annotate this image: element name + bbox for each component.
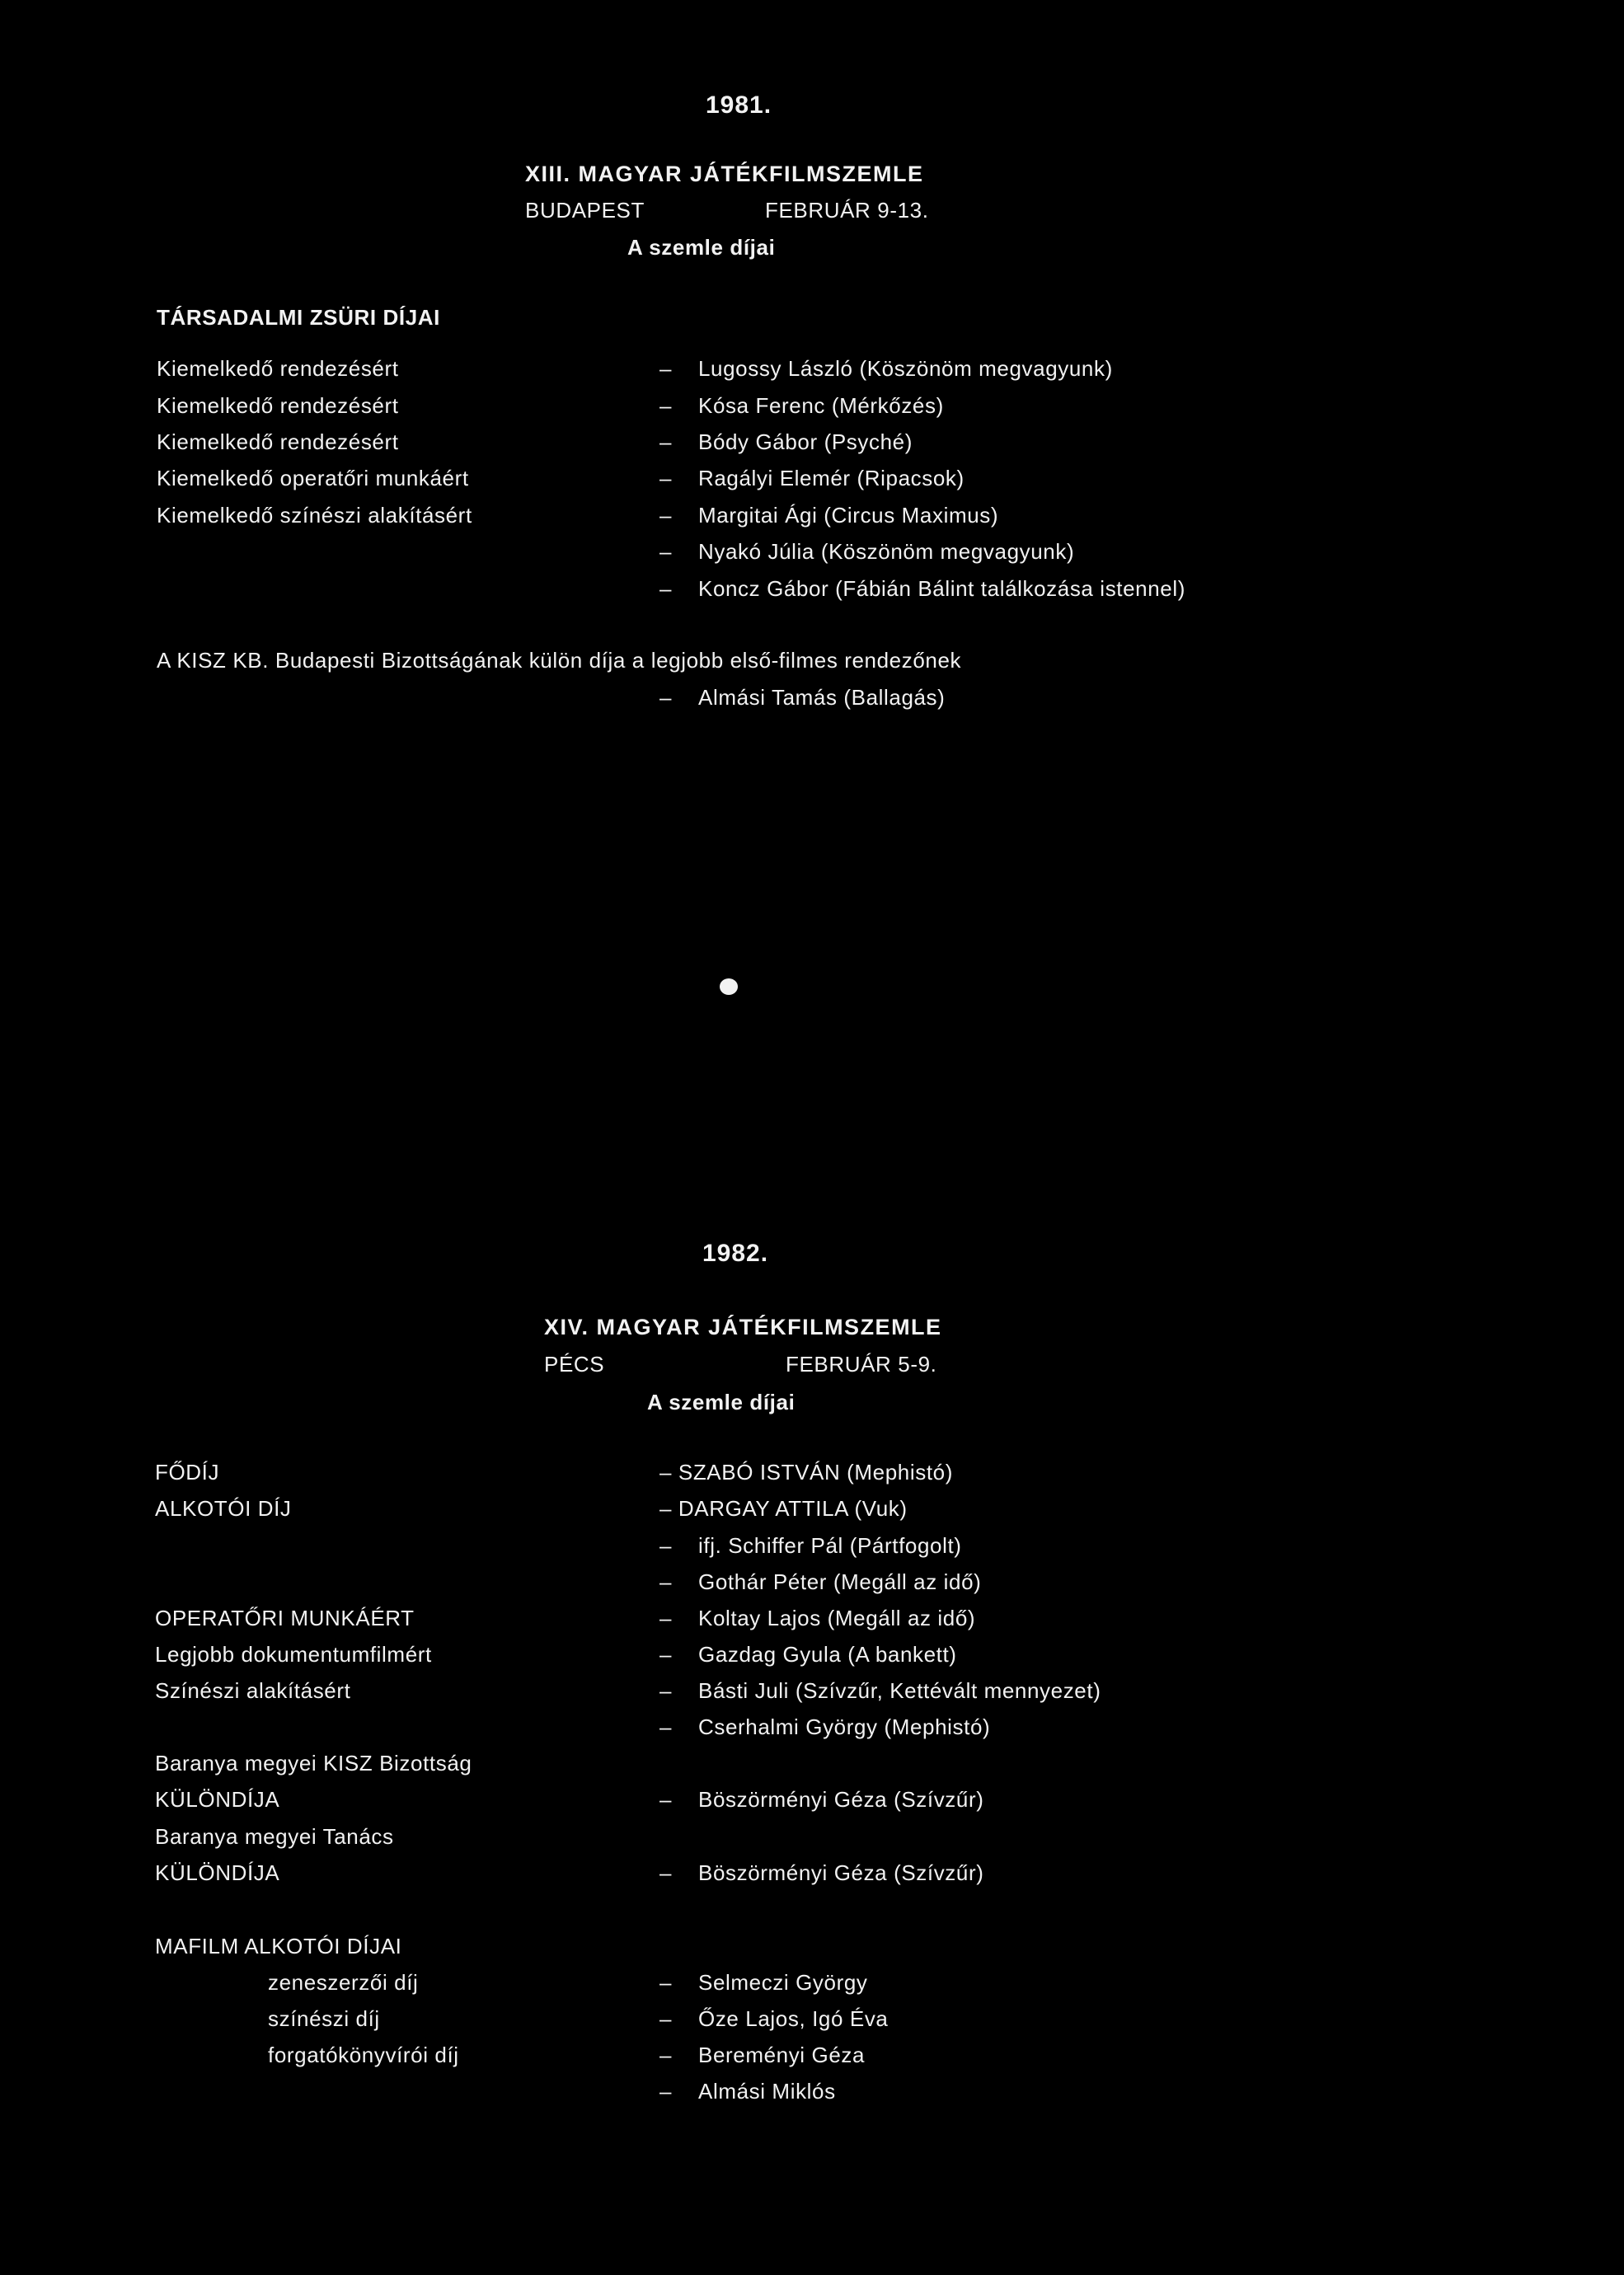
dash: – [659, 1642, 673, 1667]
winner-entry: Margitai Ági (Circus Maximus) [698, 503, 999, 528]
year-1982: 1982. [702, 1240, 769, 1267]
winner-entry: Bódy Gábor (Psyché) [698, 429, 913, 454]
mafilm-winner: Bereményi Géza [698, 2043, 866, 2067]
dash: – [659, 393, 673, 418]
dates-1982: FEBRUÁR 5-9. [786, 1352, 937, 1377]
kisz-winner: Almási Tamás (Ballagás) [698, 685, 946, 710]
category-label: Kiemelkedő rendezésért [157, 429, 399, 454]
dash: – [659, 503, 673, 528]
dash: – [659, 1714, 673, 1739]
city-1981: BUDAPEST [525, 198, 645, 223]
winner-entry: Koncz Gábor (Fábián Bálint találkozása istennel) [698, 576, 1185, 601]
category-label: Színészi alakításért [155, 1678, 351, 1703]
winner-entry: Nyakó Júlia (Köszönöm megvagyunk) [698, 539, 1075, 564]
awards-heading-1982: A szemle díjai [647, 1390, 796, 1414]
category-label: KÜLÖNDÍJA [155, 1860, 280, 1885]
category-label: FŐDÍJ [155, 1460, 220, 1485]
winner-entry: – DARGAY ATTILA (Vuk) [659, 1496, 908, 1521]
dash: – [659, 2006, 673, 2031]
dash: – [659, 1569, 673, 1594]
kisz-award-label: A KISZ KB. Budapesti Bizottságának külön díja a legjobb első-filmes rendezőnek [157, 648, 962, 673]
winner-entry: Lugossy László (Köszönöm megvagyunk) [698, 356, 1113, 381]
category-label: KÜLÖNDÍJA [155, 1787, 280, 1812]
mafilm-winner: Almási Miklós [698, 2079, 836, 2104]
dash: – [659, 1606, 673, 1630]
mafilm-winner: Selmeczi György [698, 1970, 868, 1995]
category-label: Kiemelkedő rendezésért [157, 356, 399, 381]
winner-entry: Ragályi Elemér (Ripacsok) [698, 466, 965, 490]
dates-1981: FEBRUÁR 9-13. [765, 198, 929, 223]
category-label: Baranya megyei Tanács [155, 1824, 394, 1849]
dash: – [659, 2079, 673, 2104]
jury-heading: TÁRSADALMI ZSÜRI DÍJAI [157, 305, 440, 330]
winner-entry: Gothár Péter (Megáll az idő) [698, 1569, 982, 1594]
dash: – [659, 466, 673, 490]
winner-entry: Básti Juli (Szívzűr, Kettévált mennyezet) [698, 1678, 1101, 1703]
dash: – [659, 1970, 673, 1995]
category-label: ALKOTÓI DÍJ [155, 1496, 292, 1521]
mafilm-category: forgatókönyvírói díj [268, 2043, 459, 2067]
dash: – [659, 356, 673, 381]
mafilm-winner: Őze Lajos, Igó Éva [698, 2006, 889, 2031]
year-1981: 1981. [706, 91, 772, 119]
category-label: Legjobb dokumentumfilmért [155, 1642, 432, 1667]
mafilm-heading: MAFILM ALKOTÓI DÍJAI [155, 1934, 402, 1958]
category-label: Baranya megyei KISZ Bizottság [155, 1751, 472, 1775]
category-label: Kiemelkedő színészi alakításért [157, 503, 472, 528]
festival-title-1981: XIII. MAGYAR JÁTÉKFILMSZEMLE [525, 162, 924, 186]
category-label: Kiemelkedő rendezésért [157, 393, 399, 418]
dash: – [659, 429, 673, 454]
dash: – [659, 2043, 673, 2067]
dash: – [659, 1533, 673, 1558]
winner-entry: ifj. Schiffer Pál (Pártfogolt) [698, 1533, 962, 1558]
category-label: Kiemelkedő operatőri munkáért [157, 466, 469, 490]
mafilm-category: zeneszerzői díj [268, 1970, 419, 1995]
winner-entry: Böszörményi Géza (Szívzűr) [698, 1787, 984, 1812]
winner-entry: Böszörményi Géza (Szívzűr) [698, 1860, 984, 1885]
dash: – [659, 1678, 673, 1703]
city-1982: PÉCS [544, 1352, 605, 1377]
winner-entry: Cserhalmi György (Mephistó) [698, 1714, 991, 1739]
winner-entry: Gazdag Gyula (A bankett) [698, 1642, 957, 1667]
dash: – [659, 1787, 673, 1812]
dash: – [659, 539, 673, 564]
dash: – [659, 576, 673, 601]
dash: – [659, 685, 673, 710]
separator-dot [720, 978, 738, 995]
dash: – [659, 1860, 673, 1885]
category-label: OPERATŐRI MUNKÁÉRT [155, 1606, 415, 1630]
winner-entry: Kósa Ferenc (Mérkőzés) [698, 393, 944, 418]
winner-entry: Koltay Lajos (Megáll az idő) [698, 1606, 976, 1630]
festival-title-1982: XIV. MAGYAR JÁTÉKFILMSZEMLE [544, 1315, 942, 1339]
winner-entry: – SZABÓ ISTVÁN (Mephistó) [659, 1460, 953, 1485]
awards-heading-1981: A szemle díjai [627, 235, 776, 260]
mafilm-category: színészi díj [268, 2006, 380, 2031]
